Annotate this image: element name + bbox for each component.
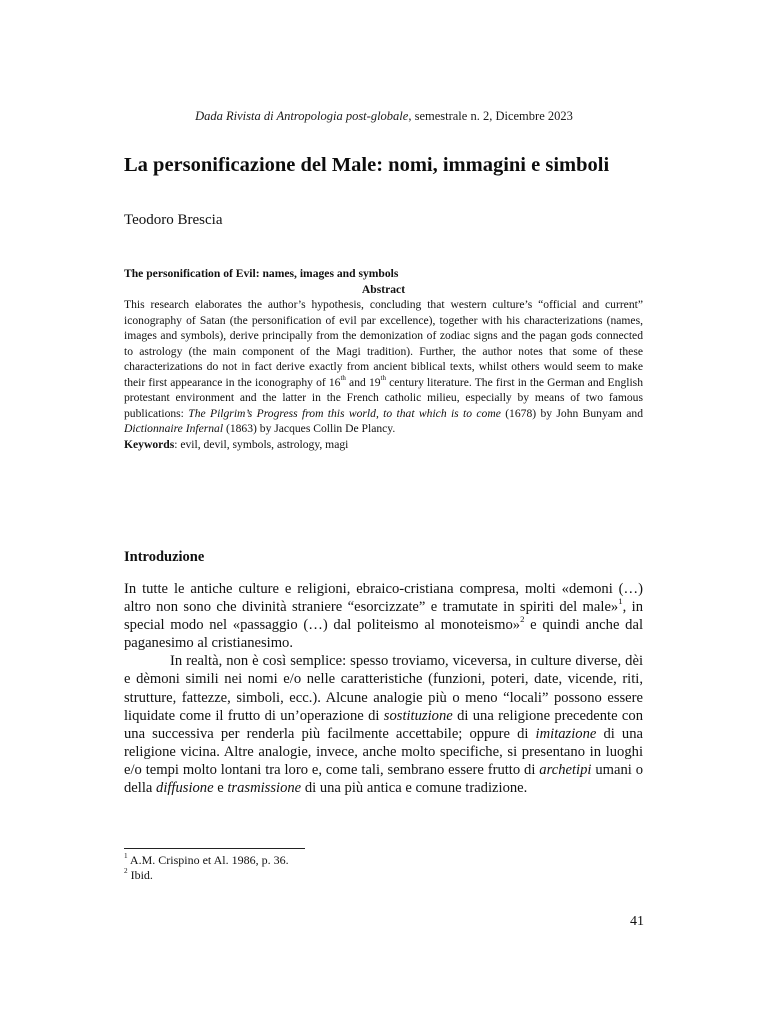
footnotes [124,853,643,883]
footnote: $^1$ A.M. Crispino et Al. 1986, p. 36. [124,852,289,867]
footnote-divider [124,848,305,849]
journal-name: Dada Rivista di Antropologia post-globale [195,109,409,123]
abstract-english-title: The personification of Evil: names, images and symbols [124,267,399,280]
author-name: Teodoro Brescia [124,212,223,228]
work-title-pilgrims-progress: The Pilgrim’s Progress from this world, to that which is to come [188,406,501,420]
abstract-heading: Abstract [361,282,406,296]
article-title: La personificazione del Male: nomi, immagini e simboli [124,154,610,176]
issue-info: , semestrale n. 2, Dicembre 2023 [408,109,573,123]
page-number: 41 [630,914,644,929]
body-text [124,580,643,797]
running-header [0,109,768,124]
keywords-list: : evil, devil, symbols, astrology, magi [174,437,349,451]
footnote: $^2$ Ibid. [124,867,153,882]
keywords-line [124,437,643,453]
work-title-dictionnaire-infernal: Dictionnaire Infernal [124,422,224,435]
abstract-section [124,266,643,452]
section-heading-introduzione: Introduzione [124,549,205,565]
paragraph: In realtà, non è così semplice: spesso troviamo, viceversa, in culture diverse, dèi e dèmoni simili nei nomi e/o nelle caratteristiche (funzioni, poteri, date, vicende, riti, strutture, fattezze, simboli, ecc.). Alcune analogie più o meno “locali” possono essere liquidate come il frutto di un’operazione di sostituzione di una religione precedente con una successiva per renderla più facilmente accettabile; oppure di imitazione di una religione vicina. Altre analogie, invece, anche molto specifiche, si presentano in luoghi e/o tempi molto lontani tra loro e, come tali, sembrano essere frutto di archetipi umani o della diffusione e trasmissione di una più antica e comune tradizione. [124,653,643,797]
footnote-ref[interactable]: 2 [520,614,525,625]
abstract-text: This research elaborates the author’s hypothesis, concluding that western culture’s “official and current” iconography of Satan (the personification of evil par excellence), together with his characterizations (names, images and symbols), derive principally from the demonization of zodiac signs and the pagan gods connected to astrology (the main component of the Magi tradition). Further, the author notes that some of these characterizations do not in fact derive exactly from ancient biblical texts, whilst others would seem to make their first appearance in the iconography of 16th and 19th century literature. The first in the German and English protestant environment and the latter in the French catholic milieu, especially by means of two famous publications: The Pilgrim’s Progress from this world, to that which is to come (1678) by John Bunyam and Dictionnaire Infernal (1863) by Jacques Collin De Plancy. [124,298,643,435]
paragraph: In tutte le antiche culture e religioni, ebraico-cristiana compresa, molti «demoni (…) altro non sono che divinità straniere “esorcizzate” e tramutate in spiriti del male»$^1$, in special modo nel «passaggio (…) dal politeismo al monoteismo»$^2$ e quindi anche dal paganesimo al cristianesimo. [124,581,643,652]
keywords-label: Keywords [124,437,175,451]
footnote-ref[interactable]: 1 [618,596,623,607]
